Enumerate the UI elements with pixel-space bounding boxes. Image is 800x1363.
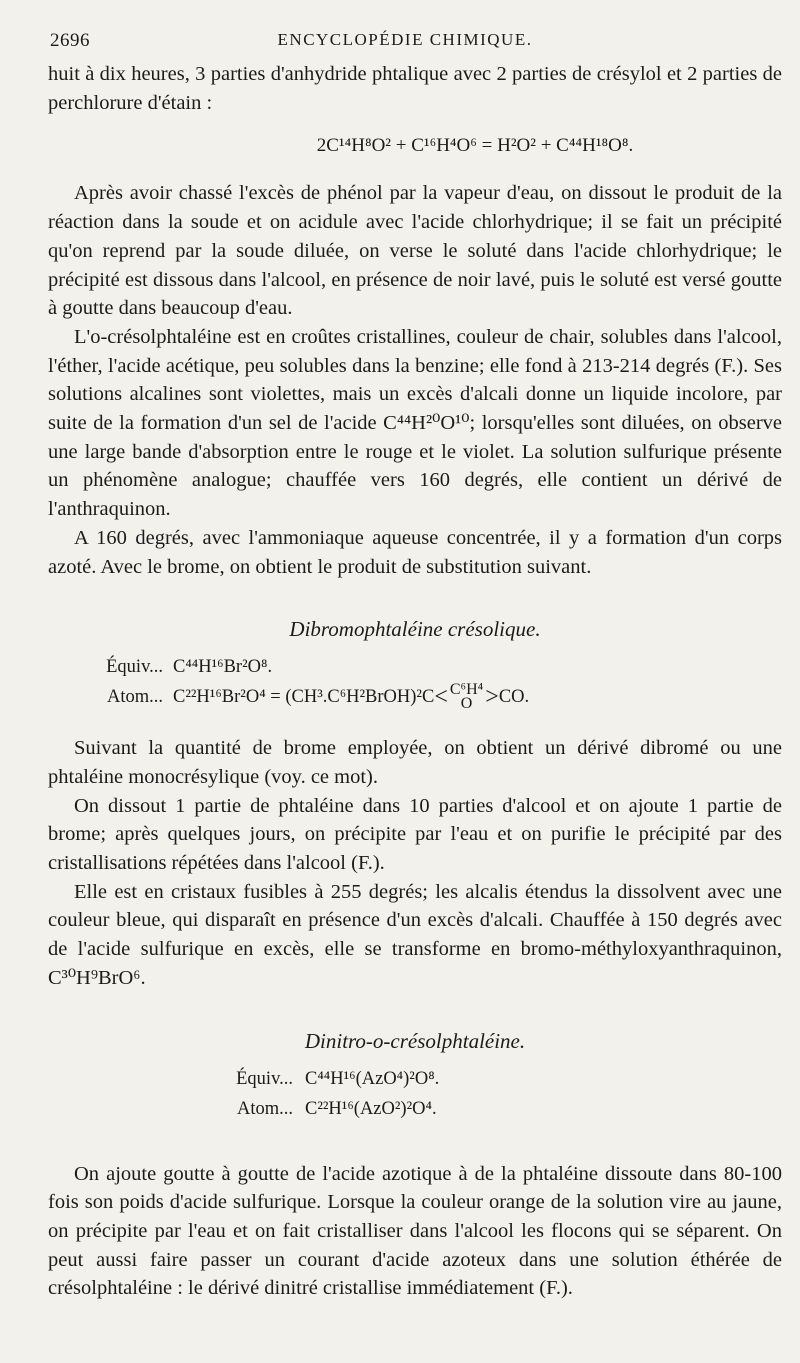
paragraph-preparation: On dissout 1 partie de phtaléine dans 10 parties d'alcool et on ajoute 1 partie de brome; après quelques jours, on précipite par l'eau et on purifie le précipité par des cristallisations répétées dans l'alcool (F.).	[48, 794, 782, 875]
equiv-formula-2: C⁴⁴H¹⁶(AzO⁴)²O⁸.	[305, 1068, 440, 1089]
atom-formula-right: CO.	[498, 687, 530, 708]
formula-row-equiv-2	[48, 1064, 782, 1094]
formula-block-dibromo	[48, 652, 782, 712]
formula-row-atom	[48, 682, 782, 712]
atom-label-2: Atom...	[236, 1098, 293, 1119]
formula-block-dinitro	[48, 1064, 782, 1124]
ring-structure	[450, 683, 483, 711]
formula-row-atom-2	[48, 1094, 782, 1124]
page-body	[48, 60, 782, 1303]
section-title-dibromo: Dibromophtaléine crésolique.	[289, 617, 541, 642]
reaction-equation: 2C¹⁴H⁸O² + C¹⁶H⁴O⁶ = H²O² + C⁴⁴H¹⁸O⁸.	[316, 135, 634, 157]
atom-formula-2: C²²H¹⁶(AzO²)²O⁴.	[305, 1098, 437, 1119]
page-header	[50, 30, 760, 54]
paragraph-crystals: Elle est en cristaux fusibles à 255 degrés; les alcalis étendus la dissolvent avec une couleur bleue, qui disparaît en présence d'un excès d'alcali. Chauffée à 150 degrés avec de l'acide sulfurique en excès, elle se transforme en bromo-méthyloxyanthraquinon, C³⁰H⁹BrO⁶.	[48, 880, 782, 989]
close-angle-glyph: >	[485, 684, 499, 711]
equiv-label-2: Équiv...	[236, 1068, 293, 1089]
equiv-formula: C⁴⁴H¹⁶Br²O⁸.	[173, 657, 273, 678]
open-angle-glyph: <	[434, 684, 448, 711]
ring-top: C⁶H⁴	[449, 681, 484, 699]
spacer	[48, 712, 782, 734]
paragraph-properties: L'o-crésolphtaléine est en croûtes cristallines, couleur de chair, solubles dans l'alcool, l'éther, l'acide acétique, peu solubles dans la benzine; elle fond à 213-214 degrés (F.). Ses solutions alcalines sont violettes, mais un excès d'alcali donne un liquide incolore, par suite de la formation d'un sel de l'acide C⁴⁴H²⁰O¹⁰; lorsqu'elles sont diluées, on observe une large bande d'absorption entre le rouge et le violet. La solution sulfurique présente un phénomène analogue; chauffée vers 160 degrés, elle contient un dérivé de l'anthraquinon.	[48, 325, 782, 521]
paragraph-ammonia: A 160 degrés, avec l'ammoniaque aqueuse concentrée, il y a formation d'un corps azoté. Avec le brome, on obtient le produit de substitution suivant.	[48, 526, 782, 578]
paragraph-procedure: Après avoir chassé l'excès de phénol par la vapeur d'eau, on dissout le produit de la réaction dans la soude et on acidule avec l'acide chlorhydrique; il se fait un précipité qu'on reprend par la soude diluée, on verse le soluté dans l'acide chlorhydrique; le précipité est dissous dans l'alcool, en présence de noir lavé, puis le soluté est versé goutte à goutte dans beaucoup d'eau.	[48, 182, 782, 320]
page-number: 2696	[50, 30, 90, 51]
ring-bottom: O	[460, 695, 473, 713]
intro-paragraph: huit à dix heures, 3 parties d'anhydride phtalique avec 2 parties de crésylol et 2 parties de perchlorure d'étain :	[48, 63, 782, 114]
section-title-dinitro: Dinitro-o-crésolphtaléine.	[304, 1028, 526, 1053]
formula-row-equiv	[48, 652, 782, 682]
atom-formula-left: C²²H¹⁶Br²O⁴ = (CH³.C⁶H²BrOH)²C	[173, 687, 435, 708]
equiv-label: Équiv...	[106, 657, 163, 678]
running-title: ENCYCLOPÉDIE CHIMIQUE.	[277, 30, 533, 49]
spacer	[48, 1124, 782, 1160]
atom-label: Atom...	[106, 687, 163, 708]
paragraph-nitration: On ajoute goutte à goutte de l'acide azotique à de la phtaléine dissoute dans 80-100 fois son poids d'acide sulfurique. Lorsque la couleur orange de la solution vire au jaune, on précipite par l'eau et on fait cristalliser dans l'alcool les flocons qui se séparent. On peut aussi faire passer un courant d'acide azoteux dans une solution éthérée de crésolphtaléine : le dérivé dinitré cristallise immédiatement (F.).	[48, 1162, 782, 1300]
paragraph-bromine-quantity: Suivant la quantité de brome employée, on obtient un dérivé dibromé ou une phtaléine monocrésylique (voy. ce mot).	[48, 737, 782, 788]
